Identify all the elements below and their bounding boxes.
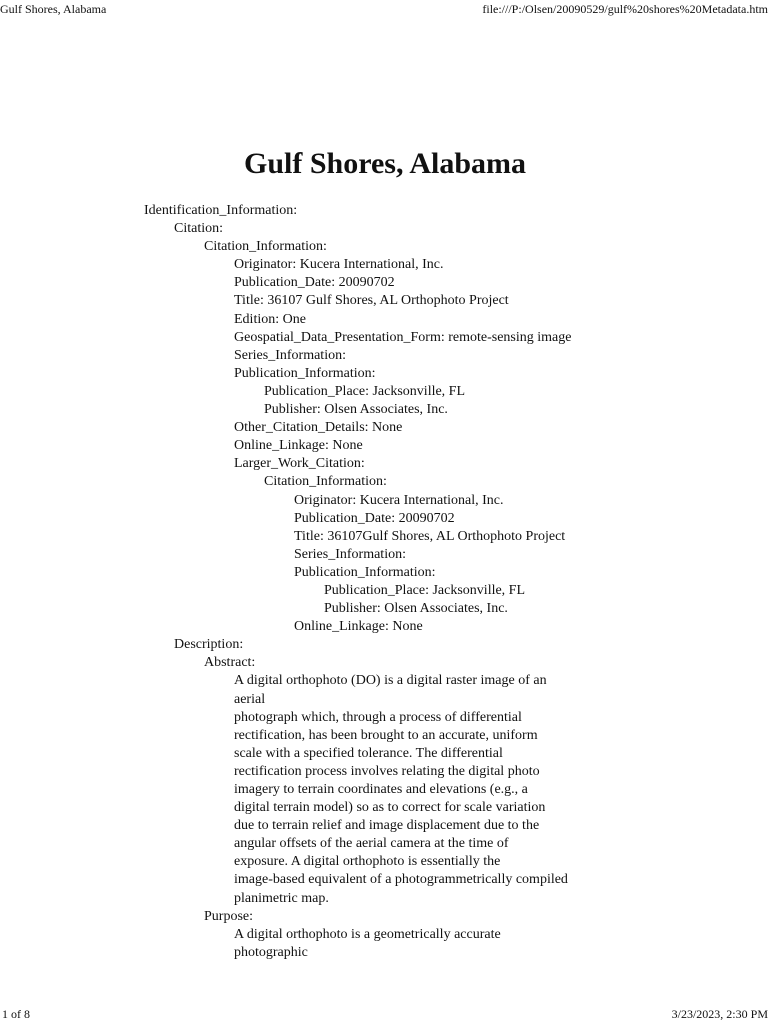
page-counter: 1 of 8 [2,1007,30,1021]
purpose-heading: Purpose: [204,908,253,924]
abstract-line: due to terrain relief and image displacement due to the [234,818,540,834]
description-heading: Description: [174,637,244,653]
purpose-line: A digital orthophoto is a geometrically accurate [234,926,501,942]
abstract-line: imagery to terrain coordinates and elevations (e.g., a [234,782,528,797]
publication-information-heading: Publication_Information: [234,365,376,381]
print-header [0,1,770,17]
abstract-line: aerial [234,691,266,707]
title-field: Title: 36107 Gulf Shores, AL Orthophoto Project [234,293,509,309]
lw-publication-date-field: Publication_Date: 20090702 [294,510,455,526]
abstract-line: scale with a specified tolerance. The differential [234,745,503,761]
abstract-line: planimetric map. [234,890,329,906]
larger-work-citation-heading: Larger_Work_Citation: [234,456,365,472]
originator-field: Originator: Kucera International, Inc. [234,257,444,273]
abstract-line: rectification process involves relating the digital photo [234,763,540,779]
identification-information-heading: Identification_Information: [144,203,298,218]
print-header-title: Gulf Shores, Alabama [0,2,107,16]
lw-online-linkage-field: Online_Linkage: None [294,619,423,635]
abstract-heading: Abstract: [204,655,256,671]
abstract-line: rectification, has been brought to an accurate, uniform [234,727,538,743]
abstract-line: image-based equivalent of a photogrammetrically compiled [234,872,568,888]
purpose-line: photographic [234,944,308,960]
lw-citation-information-heading: Citation_Information: [264,474,387,490]
publication-date-field: Publication_Date: 20090702 [234,275,395,291]
other-citation-details-field: Other_Citation_Details: None [234,420,403,436]
citation-information-heading: Citation_Information: [204,239,327,255]
print-footer [0,1006,770,1022]
citation-heading: Citation: [174,221,223,237]
metadata-body [144,202,614,962]
lw-title-field: Title: 36107Gulf Shores, AL Orthophoto Project [294,528,566,544]
abstract-line: photograph which, through a process of differential [234,709,522,725]
lw-originator-field: Originator: Kucera International, Inc. [294,492,504,508]
online-linkage-field: Online_Linkage: None [234,438,363,454]
abstract-line: A digital orthophoto (DO) is a digital raster image of an [234,673,547,689]
abstract-line: angular offsets of the aerial camera at the time of [234,836,509,852]
abstract-line: exposure. A digital orthophoto is essentially the [234,854,501,870]
lw-publication-place-field: Publication_Place: Jacksonville, FL [324,582,526,598]
edition-field: Edition: One [234,311,306,327]
lw-publisher-field: Publisher: Olsen Associates, Inc. [324,601,508,617]
publication-place-field: Publication_Place: Jacksonville, FL [264,383,466,399]
purpose-text [144,926,579,962]
lw-publication-information-heading: Publication_Information: [294,564,436,580]
print-datetime: 3/23/2023, 2:30 PM [671,1007,768,1021]
page-title: Gulf Shores, Alabama [244,147,526,180]
publisher-field: Publisher: Olsen Associates, Inc. [264,402,448,418]
geospatial-form-field: Geospatial_Data_Presentation_Form: remote-sensing image [234,329,572,345]
abstract-text [144,672,579,907]
abstract-line: digital terrain model) so as to correct for scale variation [234,800,546,816]
lw-series-information-heading: Series_Information: [294,546,406,562]
print-header-url: file:///P:/Olsen/20090529/gulf%20shores%20Metadata.htm [482,2,768,16]
series-information-heading: Series_Information: [234,347,346,363]
